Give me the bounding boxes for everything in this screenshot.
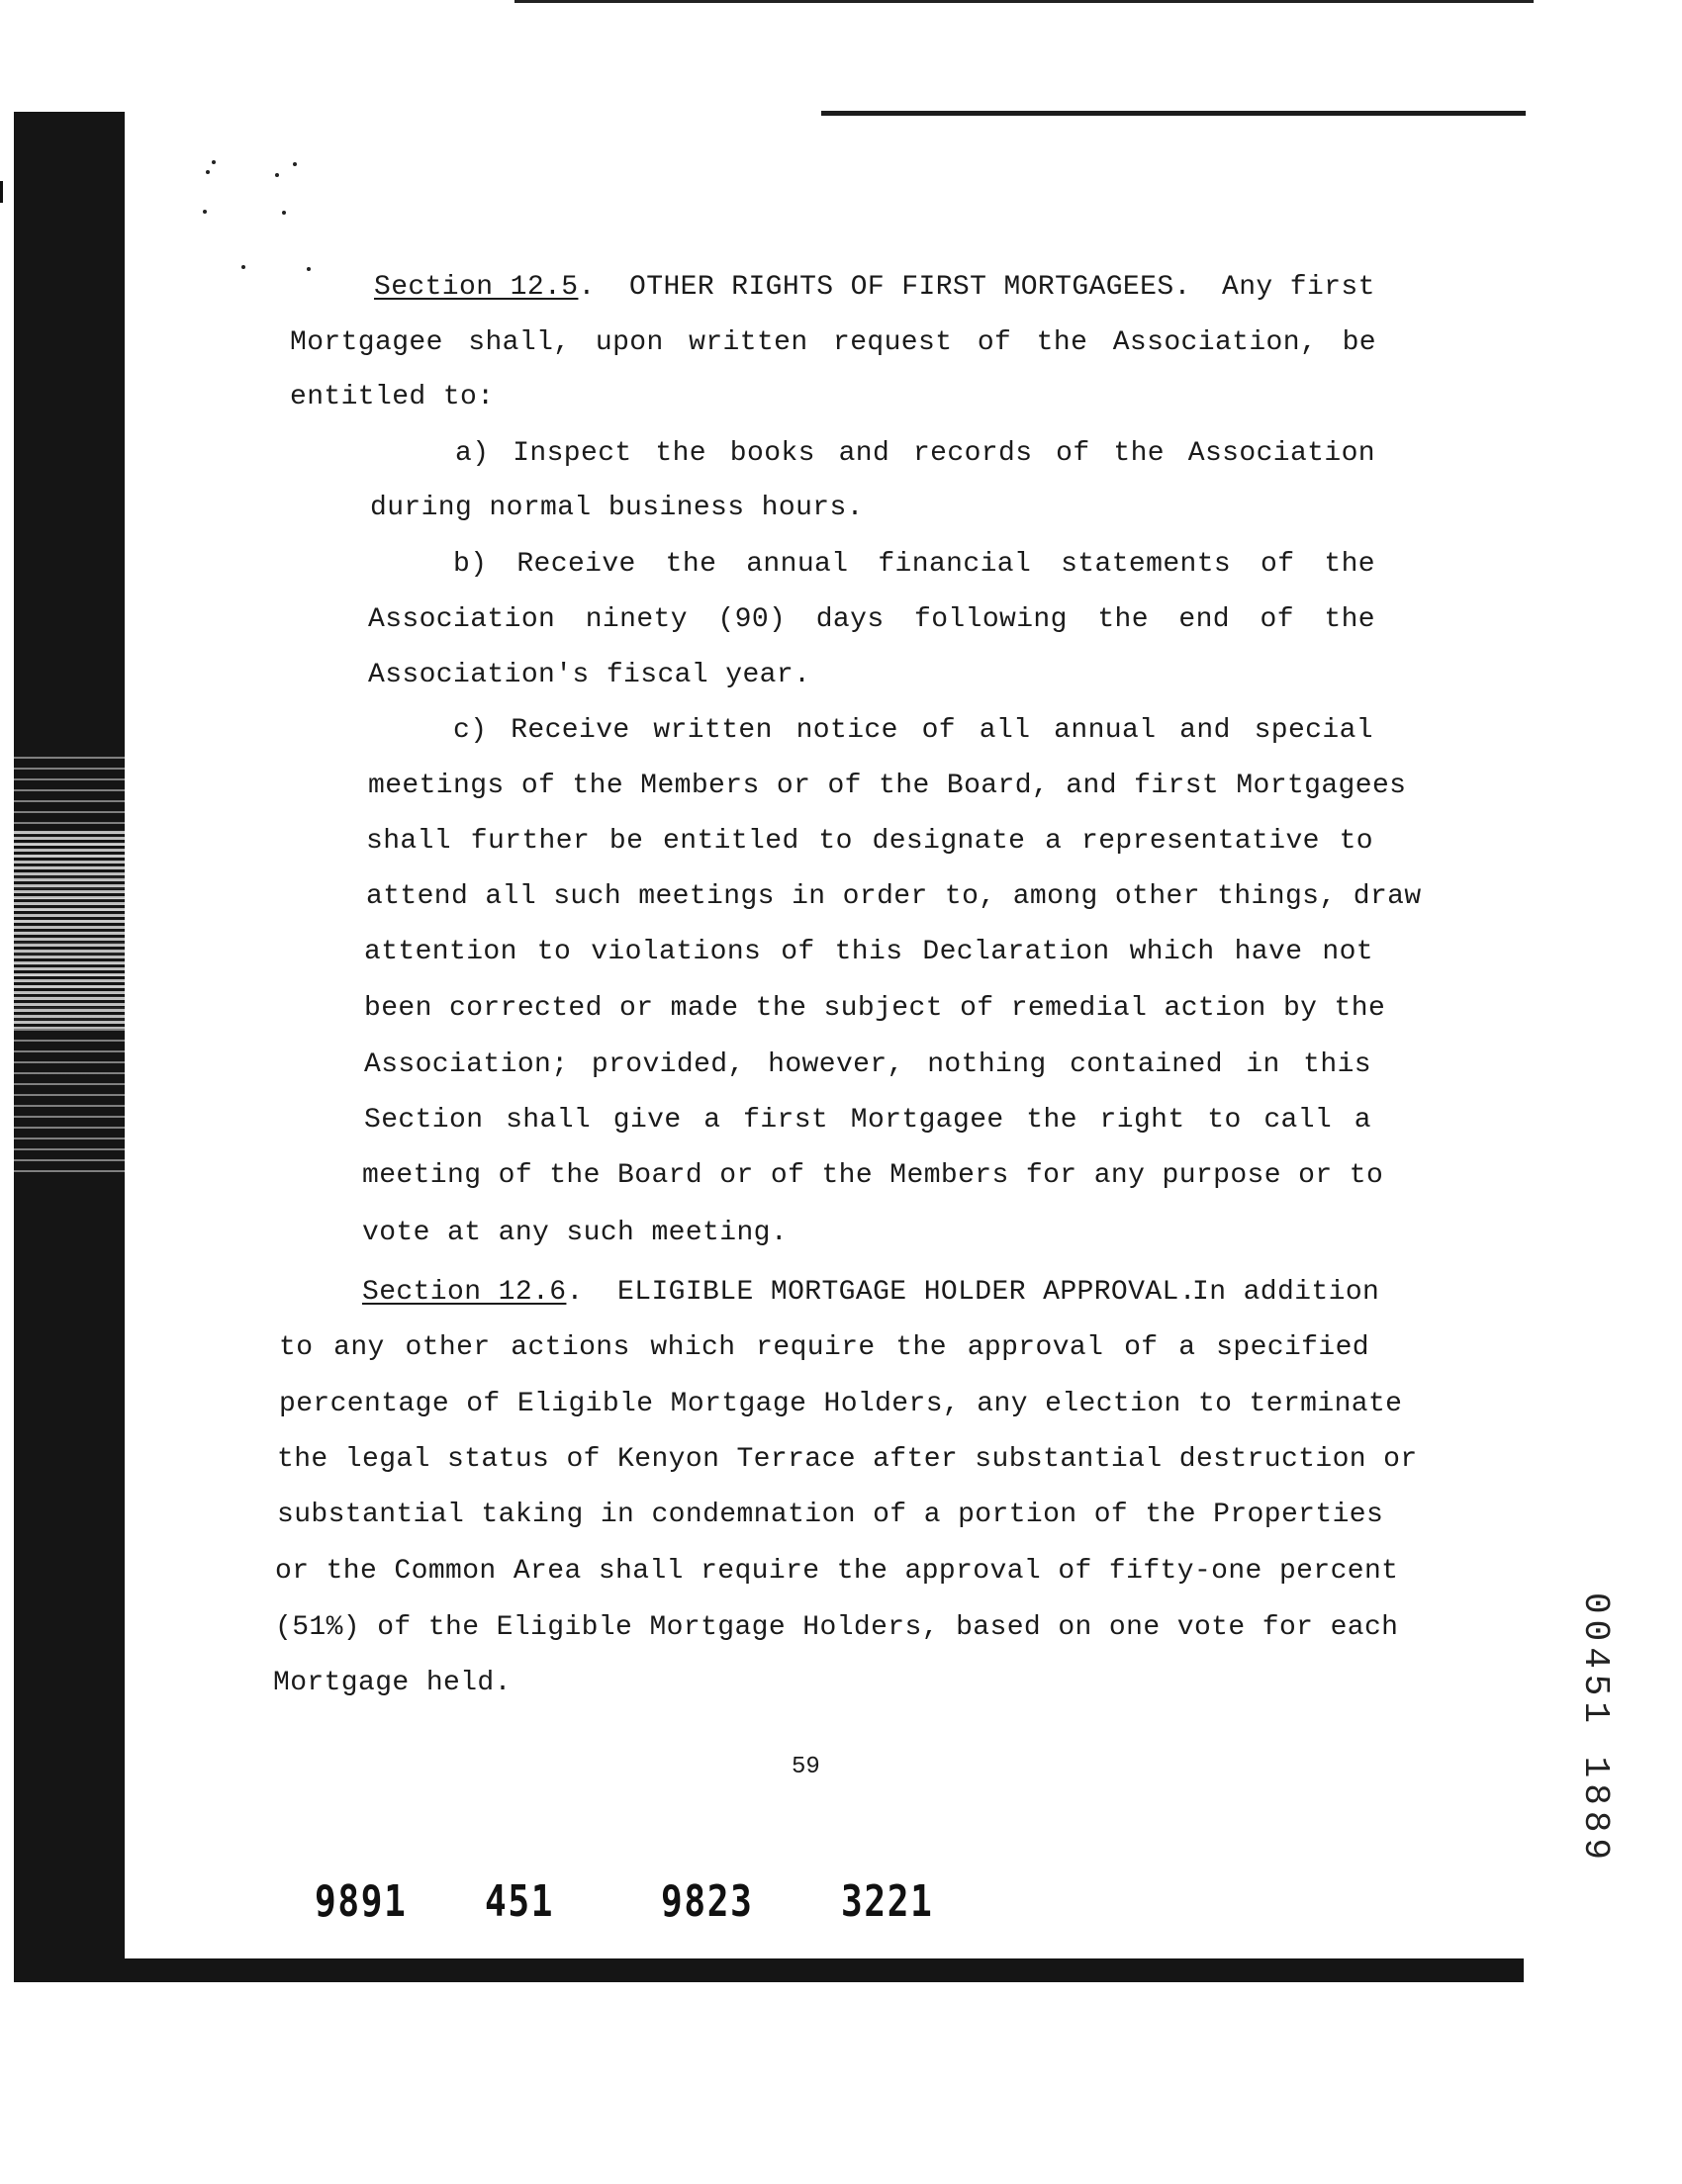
section-12-6-line: (51%) of the Eligible Mortgage Holders, based on one vote for each xyxy=(275,1612,1399,1643)
document-stamp-number: 3221 xyxy=(841,1876,934,1927)
document-stamp-number: 451 xyxy=(485,1876,555,1927)
section-12-6-line: Mortgage held. xyxy=(273,1668,512,1698)
section-12-6-line: the legal status of Kenyon Terrace after substantial destruction or xyxy=(277,1444,1418,1475)
list-item-c-continued: been corrected or made the subject of remedial action by the xyxy=(364,993,1386,1024)
list-item-a-continued: during normal business hours. xyxy=(370,493,864,523)
document-stamp-number: 9891 xyxy=(315,1876,408,1927)
list-item-c: c) Receive written notice of all annual and special xyxy=(453,715,1373,746)
section-12-6-line: or the Common Area shall require the approval of fifty-one percent xyxy=(275,1556,1399,1587)
scan-top-border xyxy=(514,0,1534,3)
page-number: 59 xyxy=(792,1754,820,1780)
list-item-b: b) Receive the annual financial statements of the xyxy=(453,549,1375,580)
scan-speck xyxy=(307,267,311,271)
section-12-5-line: entitled to: xyxy=(290,382,495,412)
section-12-6-line: In addition xyxy=(1192,1277,1380,1308)
section-12-5-line: Mortgagee shall, upon written request of the Association, be xyxy=(290,327,1376,358)
scan-speck xyxy=(282,211,286,215)
scan-header-rule xyxy=(821,111,1526,116)
list-item-b-continued: Association ninety (90) days following the end of the xyxy=(368,604,1375,635)
list-item-c-continued: attention to violations of this Declaration which have not xyxy=(364,937,1373,967)
scan-speck xyxy=(275,173,279,177)
scan-speck xyxy=(293,162,297,166)
section-title: OTHER RIGHTS OF FIRST MORTGAGEES. xyxy=(629,272,1191,303)
list-item-a: a) Inspect the books and records of the Association xyxy=(455,438,1375,469)
scan-speck xyxy=(212,160,216,164)
scan-bottom-margin-shadow xyxy=(14,1958,1524,1982)
scan-speck xyxy=(203,210,207,214)
section-12-6-heading: Section 12.6. ELIGIBLE MORTGAGE HOLDER APPROVAL. xyxy=(362,1277,1196,1308)
section-12-5-heading: Section 12.5. OTHER RIGHTS OF FIRST MORTGAGEES. xyxy=(374,272,1191,303)
list-item-c-continued: meeting of the Board or of the Members for any purpose or to xyxy=(362,1160,1384,1191)
side-record-stamp: 00451 1889 xyxy=(1575,1592,1616,1866)
section-12-6-line: substantial taking in condemnation of a portion of the Properties xyxy=(277,1500,1384,1530)
list-item-c-continued: shall further be entitled to designate a representative to xyxy=(366,826,1373,857)
scan-speck xyxy=(241,265,245,269)
list-item-b-continued: Association's fiscal year. xyxy=(368,660,811,690)
list-item-c-continued: Section shall give a first Mortgagee the right to call a xyxy=(364,1105,1371,1136)
scan-left-margin-noise-light xyxy=(14,831,125,1029)
section-number: Section 12.5 xyxy=(374,272,579,303)
section-12-6-line: percentage of Eligible Mortgage Holders, any election to terminate xyxy=(279,1389,1403,1419)
list-item-c-continued: Association; provided, however, nothing contained in this xyxy=(364,1049,1371,1080)
list-item-c-continued: meetings of the Members or of the Board, and first Mortgagees xyxy=(368,771,1407,801)
list-item-c-continued: vote at any such meeting. xyxy=(362,1218,789,1248)
document-stamp-number: 9823 xyxy=(661,1876,754,1927)
section-number: Section 12.6 xyxy=(362,1277,567,1308)
section-12-5-line: Any first xyxy=(1222,272,1375,303)
section-title: ELIGIBLE MORTGAGE HOLDER APPROVAL. xyxy=(617,1277,1196,1308)
section-12-6-line: to any other actions which require the approval of a specified xyxy=(279,1332,1369,1363)
scan-edge-mark xyxy=(0,181,3,203)
scan-speck xyxy=(206,170,210,174)
list-item-c-continued: attend all such meetings in order to, among other things, draw xyxy=(366,881,1422,912)
